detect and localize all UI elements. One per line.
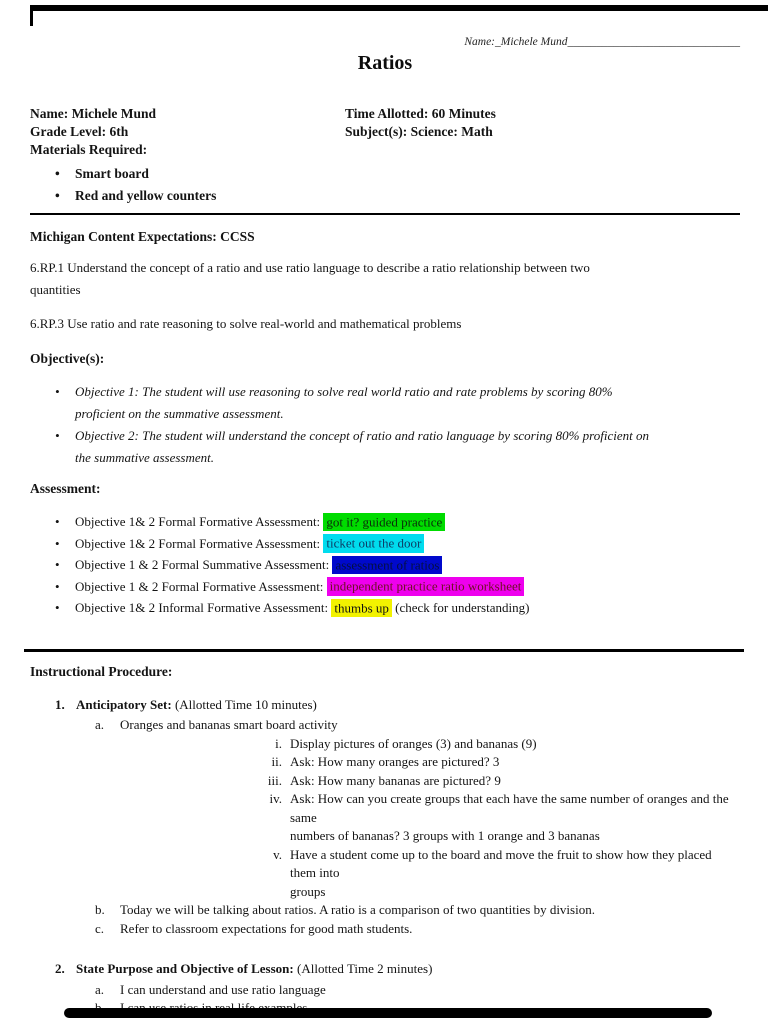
list-item: • Red and yellow counters (55, 185, 740, 207)
objectives-heading: Objective(s): (30, 351, 105, 366)
roman-item-i (250, 735, 740, 754)
roman-item-ii (250, 753, 740, 772)
info-name: Name: Michele Mund (30, 106, 156, 121)
step-1-item-b (95, 901, 740, 920)
objective-1-line2: proficient on the summative assessment. (75, 406, 284, 421)
highlight-magenta: independent practice ratio worksheet (327, 577, 525, 596)
header-name-text: Name:_Michele Mund (464, 36, 568, 48)
step-2-item-a (95, 981, 740, 1000)
item-a-text: Oranges and bananas smart board activity (120, 717, 338, 732)
roman-text-i: Display pictures of oranges (3) and bananas (9) (290, 735, 537, 751)
step-1-meta: (Allotted Time 10 minutes) (171, 696, 317, 712)
item-c-label: c. (95, 920, 105, 936)
page-title: Ratios (357, 52, 413, 74)
standard-rp3: 6.RP.3 Use ratio and rate reasoning to solve real-world and mathematical problems (30, 316, 462, 331)
assessment-item-1-label: Objective 1& 2 Formal Formative Assessment: (75, 514, 324, 529)
step-1-number: 1. (55, 696, 65, 712)
step-2-meta: (Allotted Time 2 minutes) (293, 961, 433, 976)
highlight-yellow: thumbs up (331, 599, 392, 618)
assessment-heading: Assessment: (30, 481, 101, 496)
roman-text-v-line2: groups (290, 883, 326, 899)
highlight-green: got it? guided practice (323, 513, 445, 532)
scan-artifact-bottom-bar (64, 1008, 712, 1018)
info-grade: Grade Level: 6th (30, 124, 129, 139)
standard-rp1-line1: 6.RP.1 Understand the concept of a ratio and use ratio language to describe a ratio relationship between two (30, 260, 590, 275)
roman-text-iv-line2: numbers of bananas? 3 groups with 1 orange and 3 bananas (290, 828, 600, 843)
header-name-line (30, 0, 740, 48)
roman-item-v (250, 846, 740, 902)
step-2-number: 2. (55, 961, 65, 976)
highlight-cyan: ticket out the door (323, 534, 424, 553)
section-divider (30, 213, 740, 215)
objectives-list (30, 381, 740, 469)
step2-item-a-label: a. (95, 981, 105, 997)
roman-text-v-line1: Have a student come up to the board and move the fruit to show how they placed them into (290, 846, 712, 880)
item-b-text: Today we will be talking about ratios. A ratio is a comparison of two quantities by division. (120, 902, 595, 917)
objective-2 (55, 425, 740, 469)
section-divider-thick (24, 649, 744, 652)
roman-item-iv (250, 790, 740, 846)
standards-heading: Michigan Content Expectations: CCSS (30, 229, 255, 244)
assessment-item-3 (55, 554, 740, 576)
step-1a-roman-list (250, 735, 740, 902)
assessment-item-2 (55, 533, 740, 555)
procedure-step-1 (30, 696, 740, 715)
objective-1 (55, 381, 740, 425)
step-1-item-a (95, 716, 740, 735)
procedure-heading: Instructional Procedure: (30, 663, 173, 679)
assessment-list (30, 511, 740, 619)
roman-text-iii: Ask: How many bananas are pictured? 9 (290, 772, 501, 788)
step-2-title: State Purpose and Objective of Lesson: (76, 961, 294, 976)
header-underline: ______________________________ (567, 36, 740, 48)
roman-text-iv-line1: Ask: How can you create groups that each have the same number of oranges and the same (290, 791, 729, 825)
info-row-1 (30, 105, 740, 123)
info-time: Time Allotted: 60 Minutes (345, 106, 496, 121)
step2-item-a-text: I can understand and use ratio language (120, 981, 326, 997)
standard-rp1-line2: quantities (30, 282, 81, 297)
item-c-text: Refer to classroom expectations for good math students. (120, 920, 413, 936)
assessment-item-4 (55, 576, 740, 598)
step-1-item-c (95, 920, 740, 939)
roman-label-i: i. (275, 735, 282, 751)
info-subject: Subject(s): Science: Math (345, 124, 493, 139)
roman-label-iii: iii. (267, 772, 282, 788)
assessment-item-2-label: Objective 1& 2 Formal Formative Assessment: (75, 535, 324, 551)
objective-2-line1: • Objective 2: The student will understand the concept of ratio and ratio language by scoring 80% proficient on (75, 428, 649, 443)
item-a-label: a. (95, 717, 105, 732)
highlight-blue: assessment of ratios (332, 556, 442, 575)
info-row-2 (30, 123, 740, 141)
roman-label-v: v. (273, 846, 282, 862)
roman-label-iv: iv. (269, 791, 282, 806)
procedure-step-2 (30, 960, 740, 979)
standard-rp1 (30, 257, 740, 301)
materials-list (30, 163, 740, 207)
objective-1-line1: • Objective 1: The student will use reasoning to solve real world ratio and rate problems by scoring 80% (75, 384, 613, 399)
assessment-item-5-suffix: (check for understanding) (391, 600, 530, 615)
assessment-item-4-label: Objective 1 & 2 Formal Formative Assessment: (75, 578, 327, 594)
assessment-item-5-label: Objective 1& 2 Informal Formative Assessment: (75, 600, 332, 615)
assessment-item-5 (55, 597, 740, 619)
materials-heading: Materials Required: (30, 142, 148, 157)
assessment-item-3-label: Objective 1 & 2 Formal Summative Assessment: (75, 557, 333, 572)
lesson-info-block (30, 105, 740, 159)
roman-text-ii: Ask: How many oranges are pictured? 3 (290, 754, 500, 769)
list-item: • Smart board (55, 163, 740, 185)
objective-2-line2: the summative assessment. (75, 450, 215, 465)
step-1-title: Anticipatory Set: (76, 696, 172, 712)
roman-label-ii: ii. (271, 754, 282, 769)
assessment-item-1 (55, 511, 740, 533)
roman-item-iii (250, 772, 740, 791)
item-b-label: b. (95, 902, 105, 917)
